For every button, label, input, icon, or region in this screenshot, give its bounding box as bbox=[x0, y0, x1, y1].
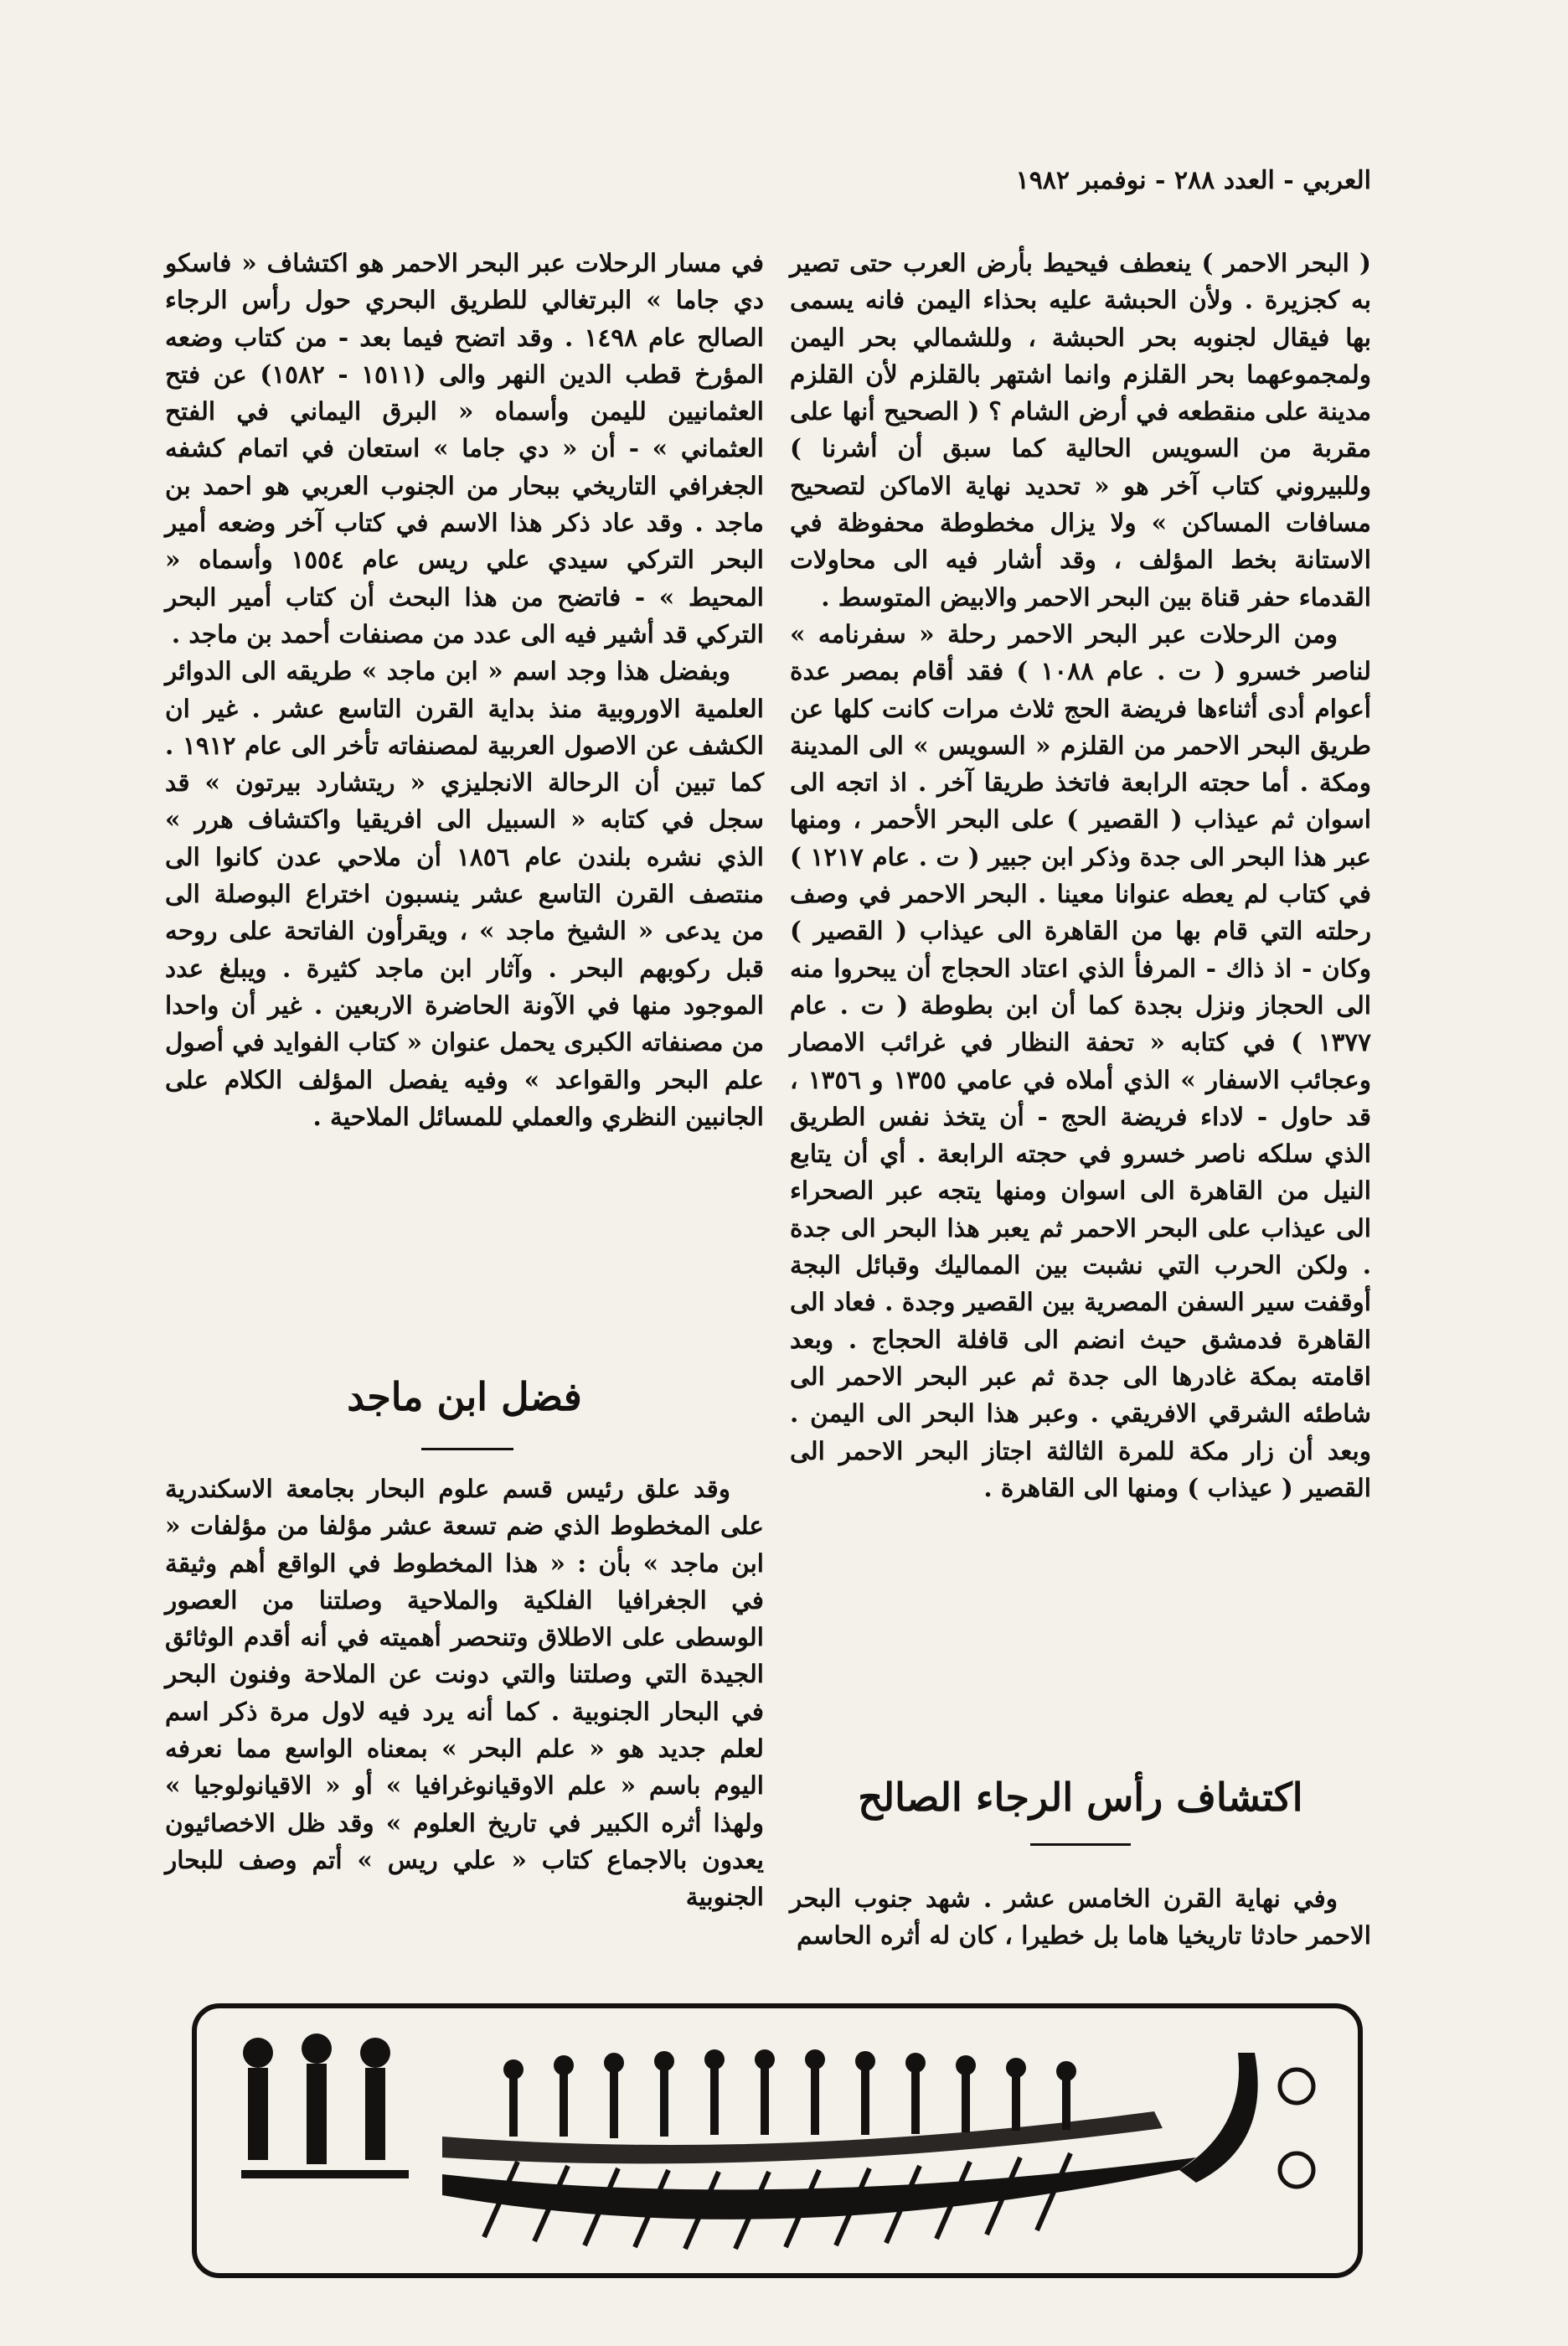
running-header: العربي - العدد ٢٨٨ - نوفمبر ١٩٨٢ bbox=[1015, 166, 1371, 195]
section-heading-cape: اكتشاف رأس الرجاء الصالح bbox=[858, 1775, 1303, 1820]
paragraph: وبفضل هذا وجد اسم « ابن ماجد » طريقه الى الدوائر العلمية الاوروبية منذ بداية القرن التاسع عشر . غير ان الكشف عن الاصول العربية لمصنفاته تأخر الى عام ١٩١٢ . كما تبين أن الرحالة الانجليزي « ريتشارد بيرتون » قد سجل في كتابه « السبيل الى افريقيا واكتشاف هرر » الذي نشره بلندن عام ١٨٥٦ أن ملاحي عدن كانوا الى منتصف القرن التاسع عشر ينسبون اختراع البوصلة الى من يدعى « الشيخ ماجد » ، ويقرأون الفاتحة على روحه قبل ركوبهم البحر . وآثار ابن ماجد كثيرة . ويبلغ عدد الموجود منها في الآونة الحاضرة الاربعين . غير أن واحدا من مصنفاته الكبرى يحمل عنوان « كتاب الفوايد في أصول علم البحر والقواعد » وفيه يفصل المؤلف الكلام على الجانبين النظري والعملي للمسائل الملاحية . bbox=[165, 656, 764, 1131]
heading-divider bbox=[1030, 1843, 1131, 1846]
right-column bbox=[790, 245, 1371, 1506]
paragraph: وفي نهاية القرن الخامس عشر . شهد جنوب البحر الاحمر حادثا تاريخيا هاما بل خطيرا ، كان له أثره الحاسم bbox=[790, 1884, 1371, 1951]
paragraph: في مسار الرحلات عبر البحر الاحمر هو اكتشاف « فاسكو دي جاما » البرتغالي للطريق البحري حول رأس الرجاء الصالح عام ١٤٩٨ . وقد اتضح فيما بعد - من كتاب وضعه المؤرخ قطب الدين النهر والى (١٥١١ - ١٥٨٢) عن فتح العثمانيين لليمن وأسماه « البرق اليماني في الفتح العثماني » - أن « دي جاما » استعان في اتمام كشفه الجغرافي التاريخي ببحار من الجنوب العربي هو احمد بن ماجد . وقد عاد ذكر هذا الاسم في كتاب آخر وضعه أمير البحر التركي سيدي علي ريس عام ١٥٥٤ وأسماه « المحيط » - فاتضح من هذا البحث أن كتاب أمير البحر التركي قد أشير فيه الى عدد من مصنفات أحمد بن ماجد . bbox=[165, 248, 764, 649]
paragraph: وقد علق رئيس قسم علوم البحار بجامعة الاسكندرية على المخطوط الذي ضم تسعة عشر مؤلفا من مؤلفات « ابن ماجد » بأن : « هذا المخطوط في الواقع أهم وثيقة في الجغرافيا الفلكية والملاحية وصلتنا من العصور الوسطى على الاطلاق وتنحصر أهميته في أنه أقدم الوثائق الجيدة التي وصلتنا والتي دونت عن الملاحة وفنون البحر في البحار الجنوبية . كما أنه يرد فيه لاول مرة ذكر اسم لعلم جديد هو « علم البحر » بمعناه الواسع مما نعرفه اليوم باسم « علم الاوقيانوغرافيا » أو « الاقيانولوجيا » ولهذا أثره الكبير في تاريخ العلوم » وقد ظل الاخصائيون يعدون بالاجماع كتاب « علي ريس » أتم وصف للبحار الجنوبية bbox=[165, 1474, 764, 1912]
paragraph: ومن الرحلات عبر البحر الاحمر رحلة « سفرنامه » لناصر خسرو ( ت . عام ١٠٨٨ ) فقد أقام بمصر عدة أعوام أدى أثناءها فريضة الحج ثلاث مرات كانت كلها عن طريق البحر الاحمر من القلزم « السويس » الى المدينة ومكة . أما حجته الرابعة فاتخذ طريقا آخر . اذ اتجه الى اسوان ثم عيذاب ( القصير ) على البحر الأحمر ، ومنها عبر هذا البحر الى جدة وذكر ابن جبير ( ت . عام ١٢١٧ ) في كتاب لم يعطه عنوانا معينا . البحر الاحمر في وصف رحلته التي قام بها من القاهرة الى عيذاب ( القصير ) وكان - اذ ذاك - المرفأ الذي اعتاد الحجاج أن يبحروا منه الى الحجاز ونزل بجدة كما أن ابن بطوطة ( ت . عام ١٣٧٧ ) في كتابه « تحفة النظار في غرائب الامصار وعجائب الاسفار » الذي أملاه في عامي ١٣٥٥ و ١٣٥٦ ، قد حاول - لاداء فريضة الحج - أن يتخذ نفس الطريق الذي سلكه ناصر خسرو في حجته الرابعة . أي أن يتابع النيل من القاهرة الى اسوان ومنها يتجه عبر الصحراء الى عيذاب على البحر الاحمر ثم يعبر هذا البحر الى جدة . ولكن الحرب التي نشبت بين المماليك وقبائل البجة أوقفت سير السفن المصرية بين القصير وجدة . فعاد الى القاهرة فدمشق حيث انضم الى قافلة الحجاج . وبعد اقامته بمكة غادرها الى جدة ثم عبر البحر الاحمر الى شاطئه الشرقي الافريقي . وعبر هذا البحر الى اليمن . وبعد أن زار مكة للمرة الثالثة اجتاز البحر الاحمر الى القصير ( عيذاب ) ومنها الى القاهرة . bbox=[790, 618, 1371, 1502]
right-bottom-text bbox=[790, 1880, 1371, 1955]
ship-illustration bbox=[191, 2002, 1364, 2279]
left-bottom-text bbox=[165, 1470, 764, 1916]
heading-divider bbox=[421, 1448, 513, 1450]
left-column bbox=[165, 245, 764, 1135]
paragraph: ( البحر الاحمر ) ينعطف فيحيط بأرض العرب حتى تصير به كجزيرة . ولأن الحبشة عليه بحذاء اليمن فانه يسمى بها فيقال لجنوبه بحر الحبشة ، وللشمالي بحر اليمن ولمجموعهما بحر القلزم وانما اشتهر بالقلزم لأن القلزم مدينة على منقطعه في أرض الشام ؟ ( الصحيح أنها على مقربة من السويس الحالية كما سبق أن أشرنا ) وللبيروني كتاب آخر هو « تحديد نهاية الاماكن لتصحيح مسافات المساكن » ولا يزال مخطوطة محفوظة في الاستانة بخط المؤلف ، وقد أشار فيه الى محاولات القدماء حفر قناة بين البحر الاحمر والابيض المتوسط . bbox=[790, 248, 1371, 612]
section-heading-ibn-majid: فضل ابن ماجد bbox=[347, 1374, 582, 1419]
